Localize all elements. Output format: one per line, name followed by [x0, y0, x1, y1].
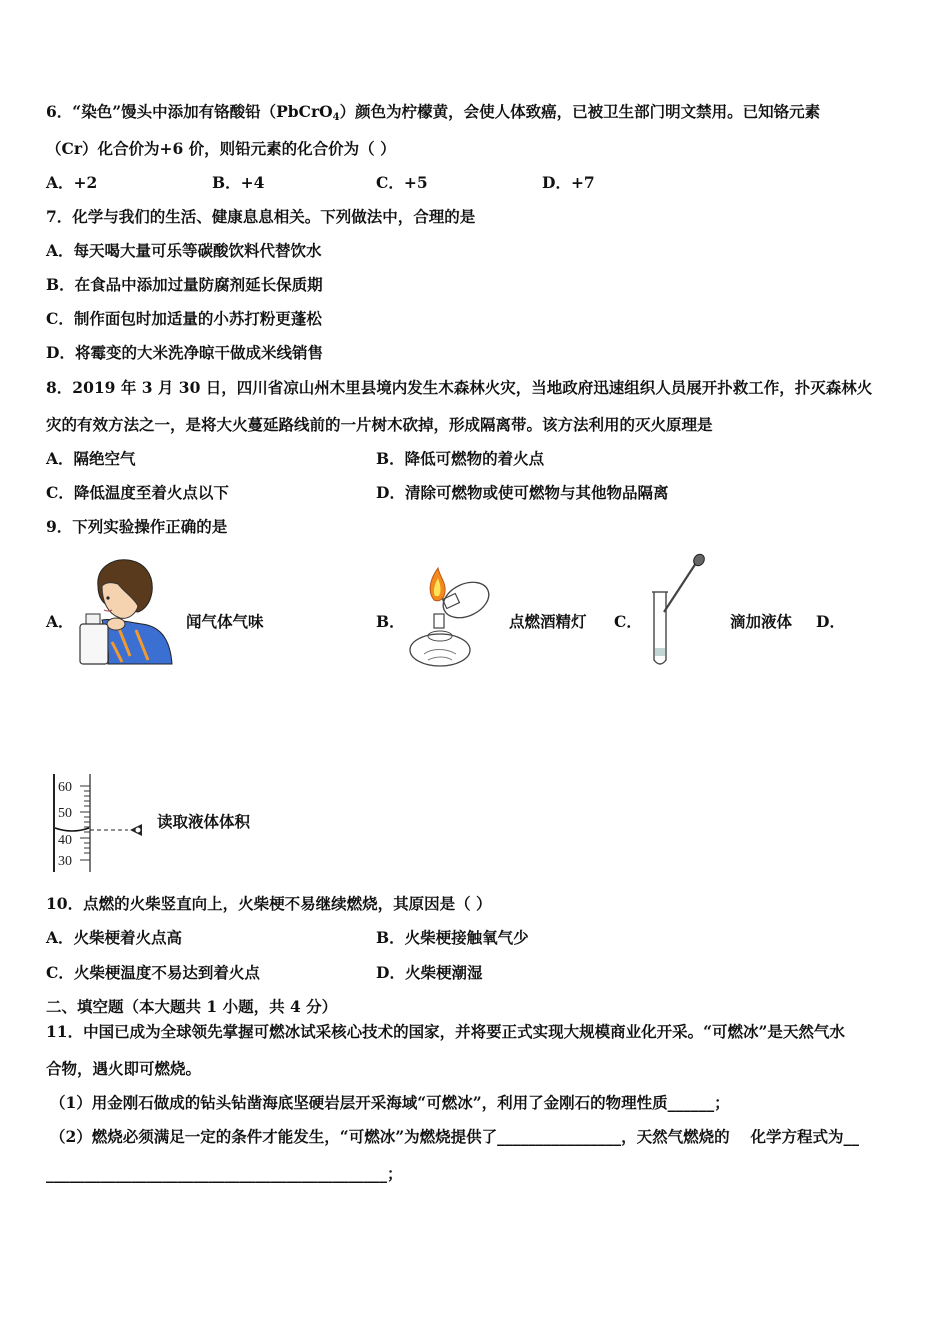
- q8-option-c: C．降低温度至着火点以下: [46, 483, 229, 502]
- q9-option-d-label: D．: [816, 612, 845, 631]
- tick-label-30: 30: [58, 854, 72, 869]
- q11-part3: ____________________________________________；: [46, 1164, 403, 1183]
- q6-line1: [46, 102, 820, 128]
- q11-line2: 合物，遇火即可燃烧。: [46, 1059, 202, 1078]
- q10-stem: 10．点燃的火柴竖直向上，火柴梗不易继续燃烧，其原因是（ ）: [46, 894, 492, 913]
- q6-option-d: D．+7: [542, 173, 595, 192]
- q11-line1: 11．中国已成为全球领先掌握可燃冰试采核心技术的国家，并将要正式实现大规模商业化开采。“可燃冰”是天然气水: [46, 1022, 845, 1041]
- q8-line1: 8．2019 年 3 月 30 日，四川省凉山州木里县境内发生木森林火灾，当地政府迅速组织人员展开扑救工作，扑灭森林火: [46, 378, 873, 397]
- q6-option-a: A．+2: [46, 173, 98, 192]
- q8-option-d: D．清除可燃物或使可燃物与其他物品隔离: [376, 483, 669, 502]
- q10-option-d: D．火柴梗潮湿: [376, 963, 483, 982]
- graduated-cylinder-figure: [50, 772, 154, 874]
- section-title: 二、填空题（本大题共 1 小题，共 4 分）: [46, 997, 338, 1016]
- q6-option-b: B．+4: [212, 173, 265, 192]
- alcohol-lamp-figure: [404, 562, 504, 672]
- q6-option-c: C．+5: [376, 173, 428, 192]
- q9-option-d-text: 读取液体体积: [157, 812, 251, 831]
- q6-line1-part-a: 6．“染色”馒头中添加有铬酸铅（PbCrO: [46, 102, 333, 121]
- q11-part1: （1）用金刚石做成的钻头钻凿海底坚硬岩层开采海域“可燃冰”，利用了金刚石的物理性质______；: [50, 1093, 730, 1112]
- dropper-test-tube-figure: [644, 552, 708, 670]
- q8-option-b: B．降低可燃物的着火点: [376, 449, 545, 468]
- q7-option-b: B．在食品中添加过量防腐剂延长保质期: [46, 275, 323, 294]
- q7-stem: 7．化学与我们的生活、健康息息相关。下列做法中，合理的是: [46, 207, 476, 226]
- q9-option-b-label: B．: [376, 612, 405, 631]
- q6-subscript: 4: [332, 112, 340, 123]
- q9-option-c-text: 滴加液体: [730, 612, 793, 631]
- q8-option-a: A．隔绝空气: [46, 449, 136, 468]
- q9-option-c-label: C．: [614, 612, 642, 631]
- q11-part2: （2）燃烧必须满足一定的条件才能发生，“可燃冰”为燃烧提供了________________，天然气燃烧的 化学方程式为__: [50, 1127, 860, 1146]
- q10-option-c: C．火柴梗温度不易达到着火点: [46, 963, 260, 982]
- q9-stem: 9．下列实验操作正确的是: [46, 517, 228, 536]
- q6-line2: （Cr）化合价为+6 价，则铅元素的化合价为（ ）: [46, 139, 396, 158]
- q10-option-b: B．火柴梗接触氧气少: [376, 928, 529, 947]
- smelling-gas-figure: [72, 556, 178, 668]
- tick-label-60: 60: [58, 780, 72, 795]
- q9-option-b-text: 点燃酒精灯: [509, 612, 587, 631]
- q7-option-a: A．每天喝大量可乐等碳酸饮料代替饮水: [46, 241, 322, 260]
- tick-label-50: 50: [58, 806, 72, 821]
- tick-label-40: 40: [58, 833, 72, 848]
- q10-option-a: A．火柴梗着火点高: [46, 928, 183, 947]
- q9-option-a-text: 闻气体气味: [186, 612, 264, 631]
- q9-option-a-label: A．: [46, 612, 74, 631]
- q8-line2: 灾的有效方法之一，是将大火蔓延路线前的一片树木砍掉，形成隔离带。该方法利用的灭火原理是: [46, 415, 713, 434]
- q7-option-c: C．制作面包时加适量的小苏打粉更蓬松: [46, 309, 322, 328]
- q6-line1-part-b: ）颜色为柠檬黄，会使人体致癌，已被卫生部门明文禁用。已知铬元素: [339, 102, 821, 121]
- q7-option-d: D．将霉变的大米洗净晾干做成米线销售: [46, 343, 323, 362]
